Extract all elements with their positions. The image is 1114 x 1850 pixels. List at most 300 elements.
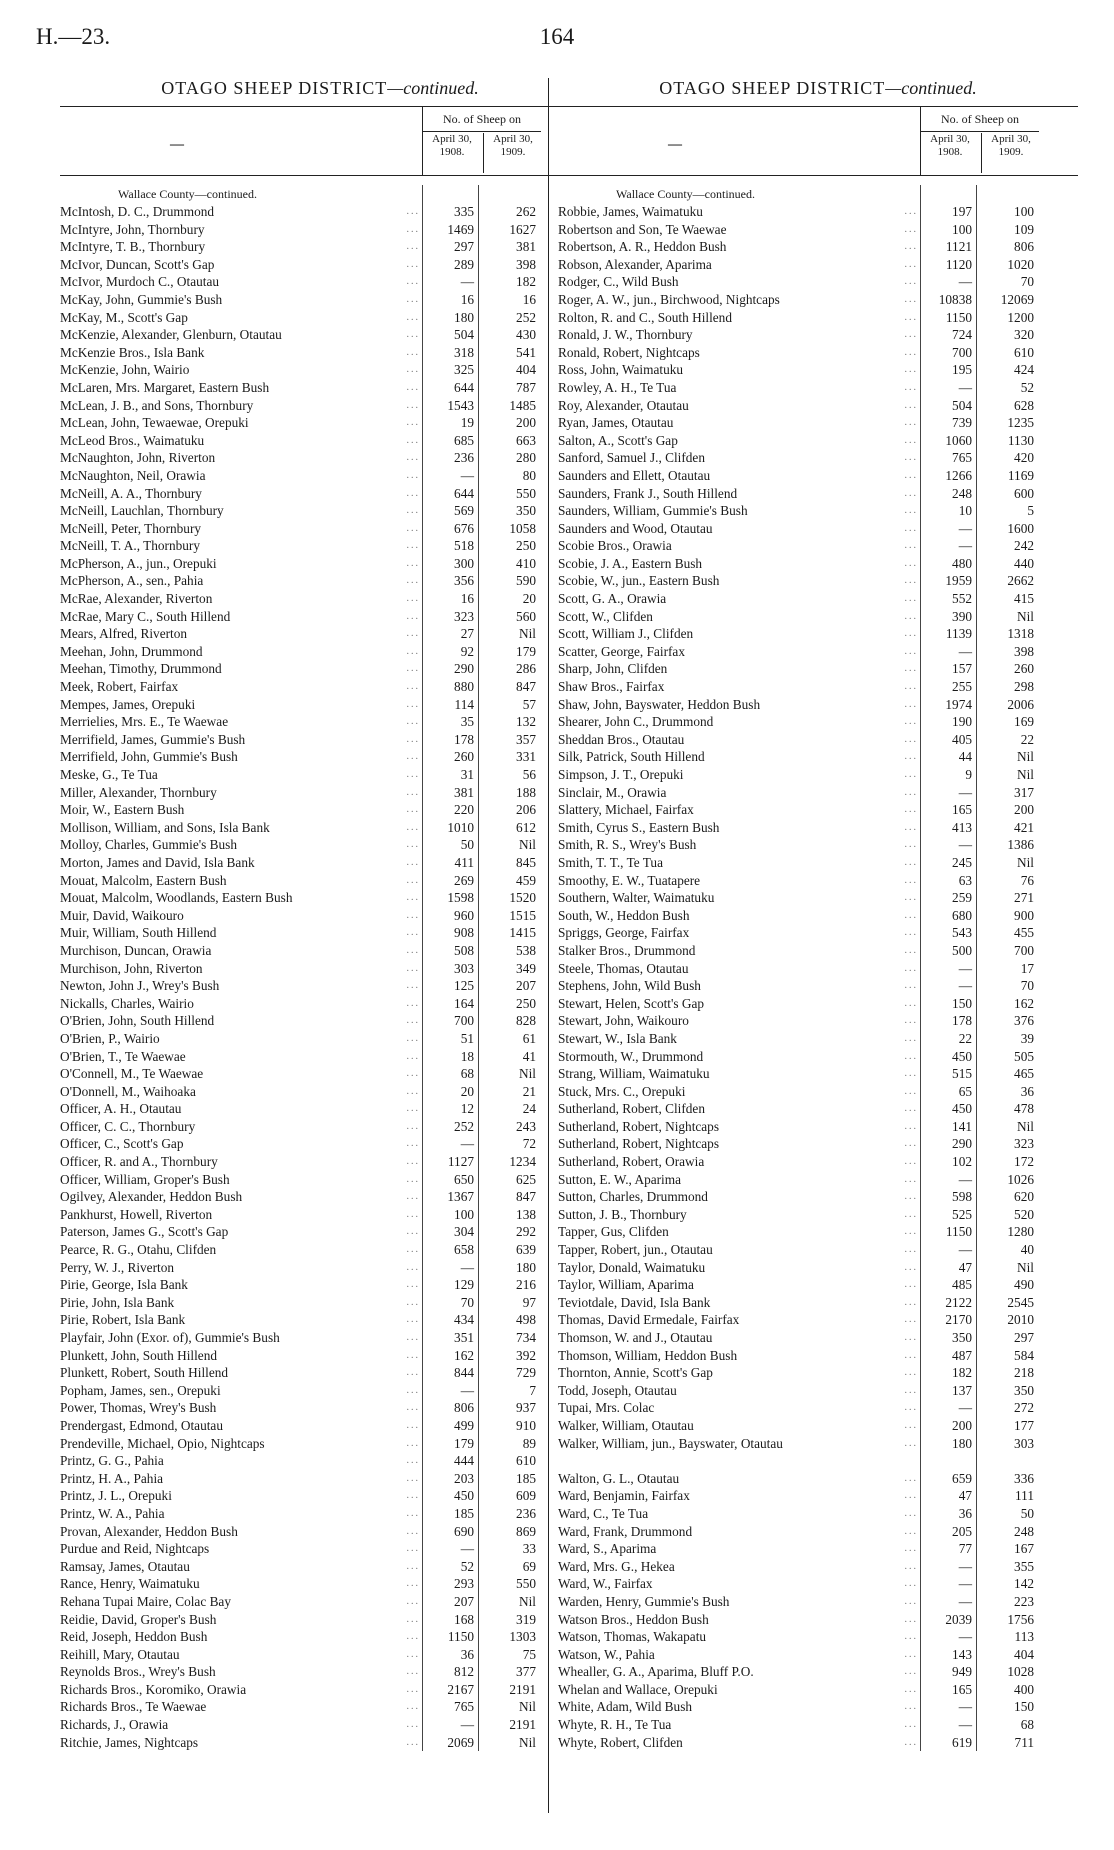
dot-leader: ... <box>904 1120 918 1132</box>
dot-leader: ... <box>406 1173 420 1185</box>
sheep-count-1908: 200 <box>952 1417 972 1433</box>
sheep-count-1909: 218 <box>1014 1365 1034 1381</box>
owner-name: O'Brien, John, South Hillend <box>60 1013 215 1029</box>
owner-name: Whyte, R. H., Te Tua <box>558 1717 672 1733</box>
sheep-count-1908: 304 <box>454 1224 474 1240</box>
sheep-count-1908: 500 <box>952 942 972 958</box>
sheep-count-1908: 644 <box>454 485 474 501</box>
dot-leader: ... <box>406 1191 420 1203</box>
sheep-count-1909: 1600 <box>1007 520 1034 536</box>
table-row <box>60 1593 580 1611</box>
owner-name: McLean, John, Tewaewae, Orepuki <box>60 415 249 431</box>
table-row <box>60 1171 580 1189</box>
sheep-count-1908: 300 <box>454 555 474 571</box>
owner-name: McNaughton, John, Riverton <box>60 450 216 466</box>
dot-leader: ... <box>406 1156 420 1168</box>
owner-name: McLeod Bros., Waimatuku <box>60 432 205 448</box>
table-row <box>558 713 1078 731</box>
owner-name: Southern, Walter, Waimatuku <box>558 890 715 906</box>
sheep-count-1909: 142 <box>1014 1576 1034 1592</box>
owner-name: Murchison, John, Riverton <box>60 960 203 976</box>
table-row <box>558 1417 1078 1435</box>
table-row <box>558 608 1078 626</box>
owner-name: Warden, Henry, Gummie's Bush <box>558 1593 730 1609</box>
table-row <box>60 1611 580 1629</box>
table-row <box>558 572 1078 590</box>
sheep-count-1908: 102 <box>952 1154 972 1170</box>
owner-name: Printz, W. A., Pahia <box>60 1505 165 1521</box>
dot-leader: ... <box>406 997 420 1009</box>
owner-name: Playfair, John (Exor. of), Gummie's Bush <box>60 1330 280 1345</box>
owner-name: Roger, A. W., jun., Birchwood, Nightcaps <box>558 291 780 307</box>
sheep-count-1909: 357 <box>516 731 536 747</box>
sheep-count-1908: 450 <box>952 1101 972 1117</box>
sheep-count-1908: 255 <box>952 679 972 695</box>
dot-leader: ... <box>406 1419 420 1431</box>
table-row <box>558 1364 1078 1382</box>
sheep-count-1908: — <box>460 1382 474 1398</box>
sheep-count-1909: 1058 <box>509 520 536 536</box>
owner-name: Saunders and Ellett, Otautau <box>558 467 711 483</box>
owner-name: Molloy, Charles, Gummie's Bush <box>60 837 237 853</box>
table-row <box>558 238 1078 256</box>
dot-leader: ... <box>904 663 918 675</box>
sheep-count-1909: 410 <box>516 555 536 571</box>
sheep-count-1908: 504 <box>952 397 972 413</box>
sheep-count-1909: 52 <box>1020 379 1034 395</box>
table-row <box>558 256 1078 274</box>
dot-leader: ... <box>406 346 420 358</box>
sheep-count-1908: 1959 <box>945 573 972 589</box>
owner-name: Pirie, John, Isla Bank <box>60 1294 175 1310</box>
sheep-count-1908: — <box>958 1699 972 1715</box>
dot-leader: ... <box>406 1666 420 1678</box>
sheep-count-1909: 620 <box>1014 1189 1034 1205</box>
dot-leader: ... <box>904 769 918 780</box>
sheep-count-1908: 180 <box>454 309 474 325</box>
sheep-count-1908: 2170 <box>945 1312 972 1328</box>
sheep-count-1909: 538 <box>516 942 536 958</box>
dot-leader: ... <box>406 1261 420 1273</box>
dot-leader: ... <box>406 557 420 569</box>
sheep-count-1909: 910 <box>516 1417 536 1433</box>
dot-leader: ... <box>904 1437 918 1449</box>
table-row <box>60 1716 580 1734</box>
dot-leader: ... <box>904 927 918 939</box>
dot-leader: ... <box>904 804 918 816</box>
sheep-count-1908: 650 <box>454 1171 474 1187</box>
table-row <box>558 1575 1078 1593</box>
owner-name: Sutton, J. B., Thornbury <box>558 1206 687 1222</box>
sheep-count-1909: 80 <box>522 467 536 483</box>
sheep-count-1908: — <box>958 274 972 290</box>
sheep-count-1909: 430 <box>516 327 536 343</box>
table-row <box>60 520 580 538</box>
sheep-count-1909: 20 <box>522 591 536 607</box>
dot-leader: ... <box>904 399 918 411</box>
table-row <box>60 1294 580 1312</box>
table-row <box>60 221 580 239</box>
sheep-count-1908: 205 <box>952 1523 972 1539</box>
sheep-count-1909: 70 <box>1020 978 1034 994</box>
header-col-1908: April 30, 1908. <box>432 133 472 158</box>
sheep-count-1908: 77 <box>958 1541 972 1557</box>
table-row <box>558 361 1078 379</box>
sheep-count-1909: 584 <box>1014 1347 1034 1363</box>
table-row <box>60 502 580 520</box>
sheep-count-1908: 168 <box>454 1611 474 1627</box>
table-row <box>60 801 580 819</box>
dot-leader: ... <box>406 223 420 235</box>
owner-name: Officer, William, Groper's Bush <box>60 1171 230 1187</box>
sheep-count-1909: 639 <box>516 1242 536 1258</box>
sheep-count-1909: 188 <box>516 784 536 800</box>
right-column <box>558 78 1078 1751</box>
sheep-count-1909: 421 <box>1014 819 1034 835</box>
sheep-count-1908: 47 <box>958 1259 972 1275</box>
owner-name: Scobie, W., jun., Eastern Bush <box>558 573 720 589</box>
sheep-count-1909: 520 <box>1014 1206 1034 1222</box>
sheep-count-1908: 405 <box>952 731 972 747</box>
dot-leader: ... <box>904 1595 918 1607</box>
document-reference: H.—23. <box>36 24 111 49</box>
sheep-count-1908: 190 <box>952 714 972 730</box>
sheep-count-1909: 550 <box>516 485 536 501</box>
sheep-count-1908: 700 <box>454 1013 474 1029</box>
sheep-count-1909: 900 <box>1014 907 1034 923</box>
sheep-count-1908: 552 <box>952 591 972 607</box>
dot-leader: ... <box>406 804 420 816</box>
table-row <box>558 1188 1078 1206</box>
table-row <box>558 960 1078 978</box>
sheep-count-1909: 400 <box>1014 1681 1034 1697</box>
table-row <box>60 1470 580 1488</box>
owner-name: Ritchie, James, Nightcaps <box>60 1734 199 1750</box>
dot-leader: ... <box>406 593 420 605</box>
sheep-count-1908: 504 <box>454 327 474 343</box>
owner-name: Shearer, John C., Drummond <box>558 714 714 730</box>
dot-leader: ... <box>904 1208 918 1220</box>
sheep-count-1909: 162 <box>1014 995 1034 1011</box>
header-col-1909: April 30, 1909. <box>483 133 542 173</box>
table-row <box>558 1646 1078 1664</box>
owner-name: Ward, Frank, Drummond <box>558 1523 693 1539</box>
owner-name: McKenzie Bros., Isla Bank <box>60 344 205 360</box>
dot-leader: ... <box>904 1279 918 1291</box>
sheep-count-1909: 1020 <box>1007 256 1034 272</box>
owner-name: Officer, A. H., Otautau <box>60 1101 182 1117</box>
sheep-count-1908: 1120 <box>945 256 972 272</box>
dot-leader: ... <box>904 1666 918 1678</box>
sheep-count-1908: 179 <box>454 1435 474 1451</box>
sheep-count-1909: 700 <box>1014 942 1034 958</box>
table-row <box>60 1347 580 1365</box>
sheep-count-1909: 2191 <box>509 1717 536 1733</box>
table-row <box>558 537 1078 555</box>
right-column-title: OTAGO SHEEP DISTRICT—continued. <box>659 78 977 98</box>
dot-leader: ... <box>406 434 420 446</box>
sheep-count-1908: 36 <box>460 1646 474 1662</box>
sheep-count-1908: 2167 <box>447 1681 474 1697</box>
sheep-count-1908: 1598 <box>447 890 474 906</box>
table-row <box>558 889 1078 907</box>
dot-leader: ... <box>904 1490 918 1502</box>
dot-leader: ... <box>406 610 420 622</box>
table-row <box>558 801 1078 819</box>
owner-name: Sheddan Bros., Otautau <box>558 731 685 747</box>
sheep-count-1908: 141 <box>952 1118 972 1134</box>
owner-name: McLaren, Mrs. Margaret, Eastern Bush <box>60 379 270 395</box>
table-row <box>558 1611 1078 1629</box>
table-row <box>558 924 1078 942</box>
owner-name: Thornton, Annie, Scott's Gap <box>558 1365 713 1381</box>
sheep-count-1908: 1121 <box>945 239 972 255</box>
sheep-count-1908: 525 <box>952 1206 972 1222</box>
sheep-count-1908: 381 <box>454 784 474 800</box>
dot-leader: ... <box>406 1226 420 1238</box>
owner-name: White, Adam, Wild Bush <box>558 1699 693 1715</box>
dot-leader: ... <box>406 1367 420 1379</box>
sheep-count-1909: 498 <box>516 1312 536 1328</box>
sheep-count-1909: 828 <box>516 1013 536 1029</box>
owner-name: Mouat, Malcolm, Woodlands, Eastern Bush <box>60 890 293 906</box>
sheep-count-1909: 355 <box>1014 1558 1034 1574</box>
owner-name: Simpson, J. T., Orepuki <box>558 767 684 782</box>
dot-leader: ... <box>904 487 918 499</box>
sheep-count-1909: 223 <box>1014 1593 1034 1609</box>
owner-name: Rowley, A. H., Te Tua <box>558 379 677 395</box>
sheep-count-1908: 390 <box>952 608 972 624</box>
dot-leader: ... <box>406 856 420 868</box>
table-row <box>60 326 580 344</box>
owner-name: McKay, John, Gummie's Bush <box>60 291 223 307</box>
header-group-label: No. of Sheep on <box>423 107 541 132</box>
sheep-count-1908: 129 <box>454 1277 474 1293</box>
owner-name: Ward, Benjamin, Fairfax <box>558 1488 690 1504</box>
dot-leader: ... <box>904 469 918 481</box>
dot-leader: ... <box>904 1613 918 1625</box>
owner-name: Ronald, J. W., Thornbury <box>558 327 693 343</box>
table-row <box>558 1399 1078 1417</box>
dot-leader: ... <box>904 874 918 886</box>
sheep-count-1908: 269 <box>454 872 474 888</box>
sheep-count-1909: 70 <box>1020 274 1034 290</box>
owner-name: Reidie, David, Groper's Bush <box>60 1611 217 1627</box>
table-row <box>60 1628 580 1646</box>
table-row <box>60 1311 580 1329</box>
sheep-count-1909: 1303 <box>509 1629 536 1645</box>
table-row <box>60 696 580 714</box>
section-heading: Wallace County—continued. <box>118 187 257 201</box>
sheep-count-1909: 177 <box>1014 1417 1034 1433</box>
sheep-count-1909: 1026 <box>1007 1171 1034 1187</box>
owner-name: Meske, G., Te Tua <box>60 767 158 782</box>
sheep-count-1909: 61 <box>522 1030 536 1046</box>
table-row <box>60 1188 580 1206</box>
sheep-count-1909: Nil <box>1017 854 1034 870</box>
sheep-count-1908: 325 <box>454 362 474 378</box>
table-row <box>558 1593 1078 1611</box>
table-row <box>60 1646 580 1664</box>
table-row <box>558 221 1078 239</box>
dot-leader: ... <box>406 1631 420 1643</box>
dot-leader: ... <box>406 575 420 587</box>
dot-leader: ... <box>904 1384 918 1396</box>
owner-name: Scott, W., Clifden <box>558 608 653 624</box>
dot-leader: ... <box>904 1296 918 1308</box>
dot-leader: ... <box>406 839 420 851</box>
owner-name: Smith, Cyrus S., Eastern Bush <box>558 819 720 835</box>
dot-leader: ... <box>406 452 420 464</box>
dot-leader: ... <box>406 381 420 393</box>
sheep-count-1908: 411 <box>454 854 474 870</box>
table-row <box>558 1681 1078 1699</box>
sheep-count-1908: — <box>460 1136 474 1152</box>
sheep-count-1908: 162 <box>454 1347 474 1363</box>
sheep-count-1909: 36 <box>1020 1083 1034 1099</box>
dot-leader: ... <box>406 1015 420 1027</box>
sheep-count-1909: 1756 <box>1007 1611 1034 1627</box>
owner-name: Salton, A., Scott's Gap <box>558 432 678 448</box>
sheep-count-1908: 165 <box>952 802 972 818</box>
right-table-body <box>558 185 1078 1751</box>
table-row <box>60 960 580 978</box>
sheep-count-1908: 1367 <box>447 1189 474 1205</box>
table-row <box>60 942 580 960</box>
sheep-count-1908: 724 <box>952 327 972 343</box>
dot-leader: ... <box>904 698 918 710</box>
sheep-count-1908: 598 <box>952 1189 972 1205</box>
sheep-count-1909: Nil <box>519 1699 536 1715</box>
table-row <box>558 1100 1078 1118</box>
sheep-count-1909: Nil <box>519 626 536 642</box>
sheep-count-1909: 465 <box>1014 1066 1034 1082</box>
table-row <box>60 397 580 415</box>
sheep-count-1909: 2545 <box>1007 1294 1034 1310</box>
sheep-count-1908: 350 <box>952 1330 972 1345</box>
dot-leader: ... <box>406 1490 420 1502</box>
table-row <box>60 1048 580 1066</box>
owner-name: Rance, Henry, Waimatuku <box>60 1576 200 1592</box>
owner-name: O'Brien, P., Wairio <box>60 1030 160 1046</box>
sheep-count-1908: 259 <box>952 890 972 906</box>
sheep-count-1908: 1139 <box>945 626 972 642</box>
sheep-count-1909: 1235 <box>1007 415 1034 431</box>
table-row <box>558 1505 1078 1523</box>
dot-leader: ... <box>406 1068 420 1080</box>
sheep-count-1909: 12069 <box>1000 291 1034 307</box>
table-row <box>60 1435 580 1453</box>
sheep-count-1908: — <box>958 1593 972 1609</box>
table-row <box>60 590 580 608</box>
owner-name: Walker, William, jun., Bayswater, Otautau <box>558 1435 783 1451</box>
dot-leader: ... <box>904 258 918 270</box>
owner-name: McPherson, A., sen., Pahia <box>60 573 204 589</box>
owner-name: Ross, John, Waimatuku <box>558 362 684 378</box>
sheep-count-1908: 515 <box>952 1066 972 1082</box>
table-row <box>60 977 580 995</box>
sheep-count-1908: — <box>958 1242 972 1258</box>
owner-name: McRae, Mary C., South Hillend <box>60 608 231 624</box>
sheep-count-1909: 150 <box>1014 1699 1034 1715</box>
table-row <box>558 485 1078 503</box>
sheep-count-1909: 560 <box>516 608 536 624</box>
table-row <box>558 995 1078 1013</box>
table-row <box>60 872 580 890</box>
sheep-count-1909: 260 <box>1014 661 1034 677</box>
dot-leader: ... <box>904 1314 918 1326</box>
sheep-count-1908: — <box>958 960 972 976</box>
sheep-count-1909: 600 <box>1014 485 1034 501</box>
sheep-count-1908: 413 <box>952 819 972 835</box>
owner-name: Sutton, E. W., Aparima <box>558 1171 681 1187</box>
sheep-count-1909: 610 <box>1014 344 1034 360</box>
table-row <box>60 344 580 362</box>
table-row <box>60 238 580 256</box>
table-row <box>60 1558 580 1576</box>
dot-leader: ... <box>406 716 420 728</box>
sheep-count-1909: 610 <box>516 1453 536 1469</box>
dot-leader: ... <box>904 206 918 217</box>
sheep-count-1909: 21 <box>522 1083 536 1099</box>
dot-leader: ... <box>904 1701 918 1713</box>
owner-name: Merrifield, John, Gummie's Bush <box>60 749 238 765</box>
dot-leader: ... <box>406 892 420 904</box>
table-row <box>558 731 1078 749</box>
dot-leader: ... <box>406 1120 420 1132</box>
owner-name: Ogilvey, Alexander, Heddon Bush <box>60 1189 243 1205</box>
dot-leader: ... <box>904 1525 918 1537</box>
sheep-count-1908: 92 <box>460 643 474 659</box>
table-row <box>558 766 1078 784</box>
sheep-count-1908: 619 <box>952 1734 972 1750</box>
table-row <box>558 449 1078 467</box>
table-row <box>60 555 580 573</box>
sheep-count-1909: 317 <box>1014 784 1034 800</box>
sheep-count-1909: 286 <box>516 661 536 677</box>
table-row <box>60 203 580 221</box>
owner-name: Teviotdale, David, Isla Bank <box>558 1294 711 1310</box>
dot-leader: ... <box>904 1578 918 1590</box>
sheep-count-1909: 459 <box>516 872 536 888</box>
owner-name: Saunders, William, Gummie's Bush <box>558 503 748 519</box>
sheep-count-1908: — <box>958 1576 972 1592</box>
sheep-count-1908: 157 <box>952 661 972 677</box>
owner-name: Sutherland, Robert, Nightcaps <box>558 1136 720 1152</box>
owner-name: Power, Thomas, Wrey's Bush <box>60 1400 217 1416</box>
owner-name: McNeill, T. A., Thornbury <box>60 538 200 554</box>
table-row <box>60 748 580 766</box>
table-row <box>60 1382 580 1400</box>
sheep-count-1908: 35 <box>460 714 474 730</box>
sheep-count-1908: 245 <box>952 854 972 870</box>
sheep-count-1908: — <box>460 1259 474 1275</box>
sheep-count-1909: 349 <box>516 960 536 976</box>
sheep-count-1909: 138 <box>516 1206 536 1222</box>
owner-name: Scott, William J., Clifden <box>558 626 694 642</box>
table-row <box>558 1048 1078 1066</box>
sheep-count-1908: 114 <box>454 696 474 712</box>
sheep-count-1909: 415 <box>1014 591 1034 607</box>
sheep-count-1909: 39 <box>1020 1030 1034 1046</box>
owner-name: Shaw, John, Bayswater, Heddon Bush <box>558 696 761 712</box>
sheep-count-1908: 63 <box>958 872 972 888</box>
dot-leader: ... <box>406 1648 420 1660</box>
sheep-count-1909: 271 <box>1014 890 1034 906</box>
owner-name: Watson Bros., Heddon Bush <box>558 1611 709 1627</box>
sheep-count-1908: 207 <box>454 1593 474 1609</box>
dot-leader: ... <box>406 1683 420 1695</box>
